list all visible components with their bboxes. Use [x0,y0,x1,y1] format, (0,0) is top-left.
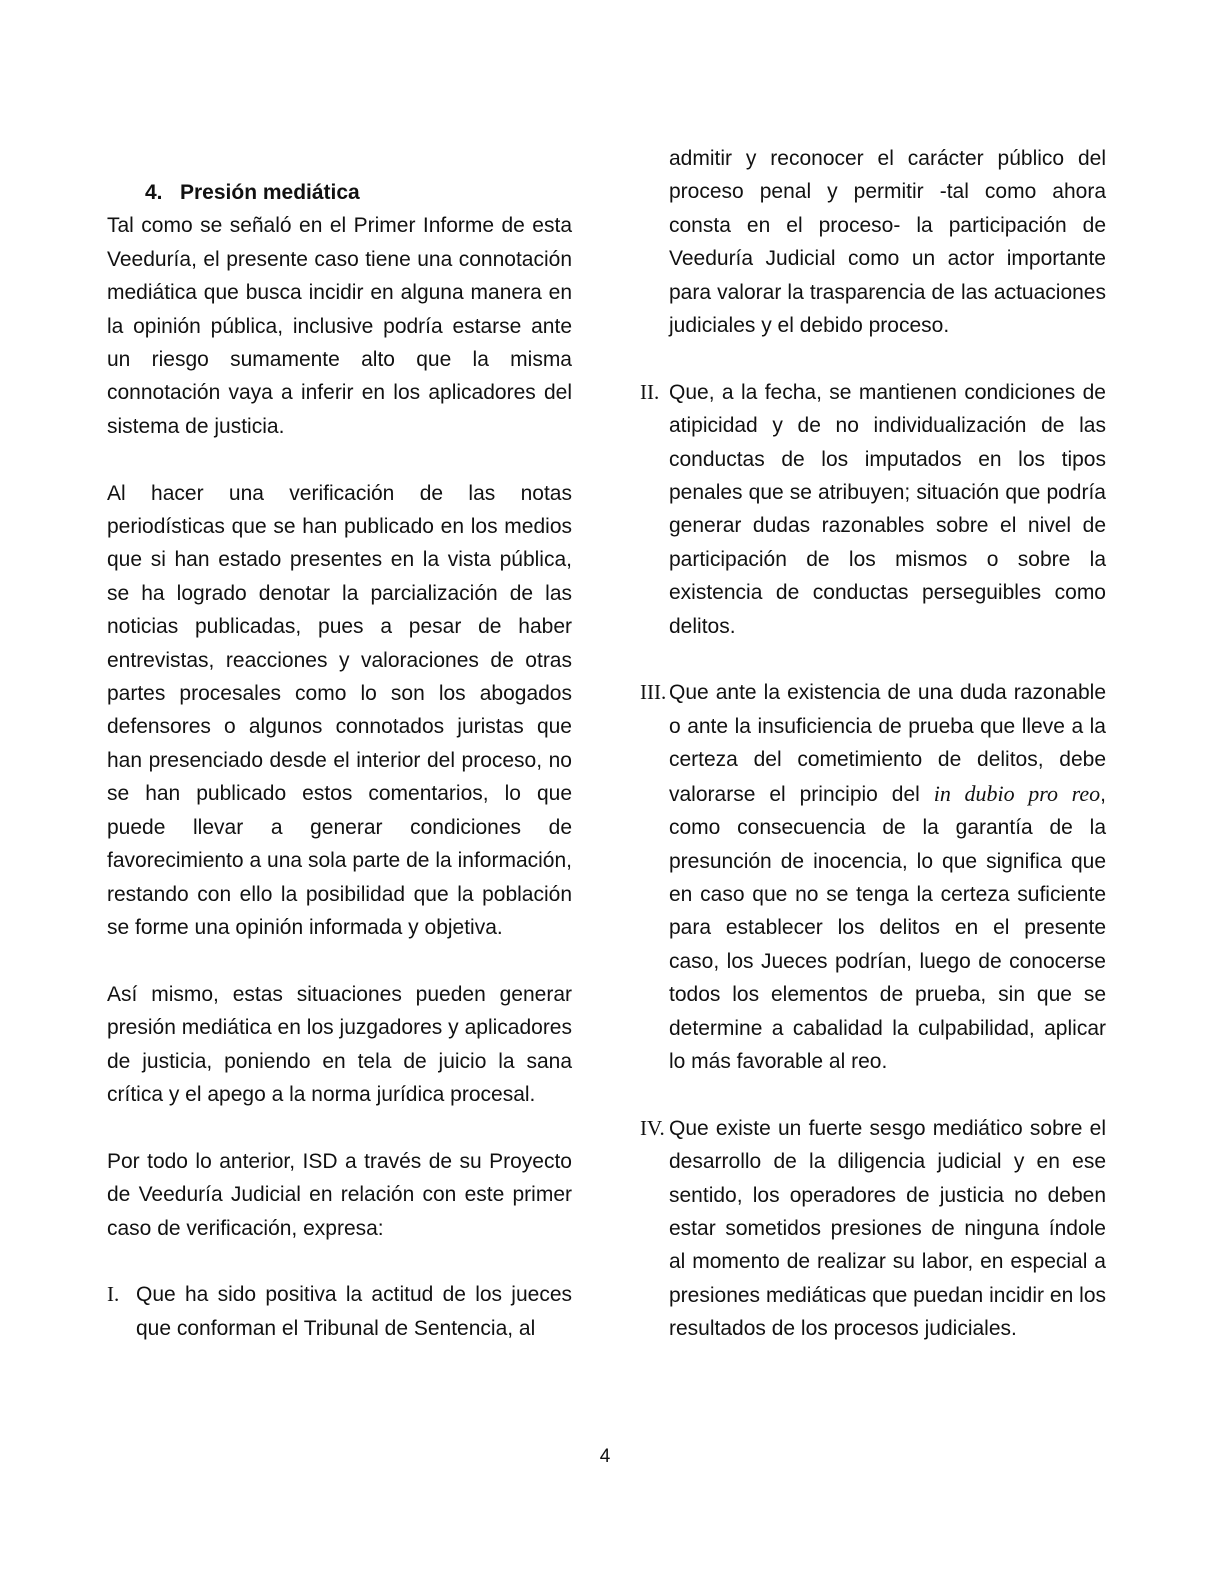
paragraph-intro: Tal como se señaló en el Primer Informe de esta Veeduría, el presente caso tiene una connotación mediática que busca incidir en alguna manera en la opinión pública, inclusive podría estarse ante un riesgo sumamente alto que la misma connotación vaya a inferir en los aplicadores del sistema de justicia. [107,214,572,438]
list-item-ii-text: Que, a la fecha, se mantienen condiciones de atipicidad y de no individualización de las conductas de los imputados en los tipos penales que se atribuyen; situación que podría generar dudas razonables sobre el nivel de participación de los mismos o sobre la existencia de conductas perseguibles como delitos. [669,380,1106,638]
list-numeral-iii: III. [640,680,667,705]
list-numeral-ii: II. [640,379,660,404]
list-item-i [107,1278,572,1345]
section-title: Presión mediática [180,181,360,204]
left-column [107,176,572,1379]
paragraph-verification: Al hacer una verificación de las notas periodísticas que se han publicado en los medios que si han estado presentes en la vista pública, se ha logrado denotar la parcialización de las noticias publicadas, pues a pesar de haber entrevistas, reacciones y valoraciones de otras partes procesales como lo son los abogados defensores o algunos connotados juristas que han presenciado desde el interior del proceso, no se han publicado estos comentarios, lo que puede llevar a generar condiciones de favorecimiento a una sola parte de la información, restando con ello la posibilidad que la población se forme una opinión informada y objetiva. [107,481,572,939]
list-item-iv [640,1112,1106,1346]
latin-phrase: in dubio pro reo [933,780,1101,806]
paragraph-pressure: Así mismo, estas situaciones pueden generar presión mediática en los juzgadores y aplicadores de justicia, poniendo en tela de juicio la sana crítica y el apego a la norma jurídica procesal. [107,982,572,1106]
list-item-iii-text-after: , como consecuencia de la garantía de la presunción de inocencia, lo que significa que en caso que no se tenga la certeza suficiente para establecer los delitos en el presente caso, los Jueces podrían, luego de conocerse todos los elementos de prueba, sin que se determine a cabalidad la culpabilidad, aplicar lo más favorable al reo. [669,782,1106,1073]
list-numeral-i: I. [107,1282,120,1307]
right-column [640,142,1106,1379]
list-numeral-iv: IV. [640,1115,665,1140]
section-number: 4. [145,181,163,204]
list-item-iii-text-before: Que ante la existencia de una duda razonable o ante la insuficiencia de prueba que lleve a la certeza del cometimiento de delitos, debe valorarse el principio del [669,681,1106,806]
list-item-iii-text [669,676,1106,1078]
page-number: 4 [599,1446,611,1467]
list-item-i-text-part1: Que ha sido positiva la actitud de los jueces que conforman el Tribunal de Sentencia, al [136,1283,572,1340]
list-item-iv-text: Que existe un fuerte sesgo mediático sobre el desarrollo de la diligencia judicial y en ese sentido, los operadores de justicia no deben estar sometidos presiones de ninguna índole al momento de realizar su labor, en especial a presiones mediáticas que puedan incidir en los resultados de los procesos judiciales. [669,1116,1106,1341]
list-item-ii [640,376,1106,643]
list-item-iii [640,676,1106,1078]
paragraph-conclusion-intro: Por todo lo anterior, ISD a través de su Proyecto de Veeduría Judicial en relación con este primer caso de verificación, expresa: [107,1149,572,1240]
list-item-i-text-part2: admitir y reconocer el carácter público del proceso penal y permitir -tal como ahora consta en el proceso- la participación de Veeduría Judicial como un actor importante para valorar la trasparencia de las actuaciones judiciales y el debido proceso. [669,147,1106,338]
section-heading [107,176,572,209]
